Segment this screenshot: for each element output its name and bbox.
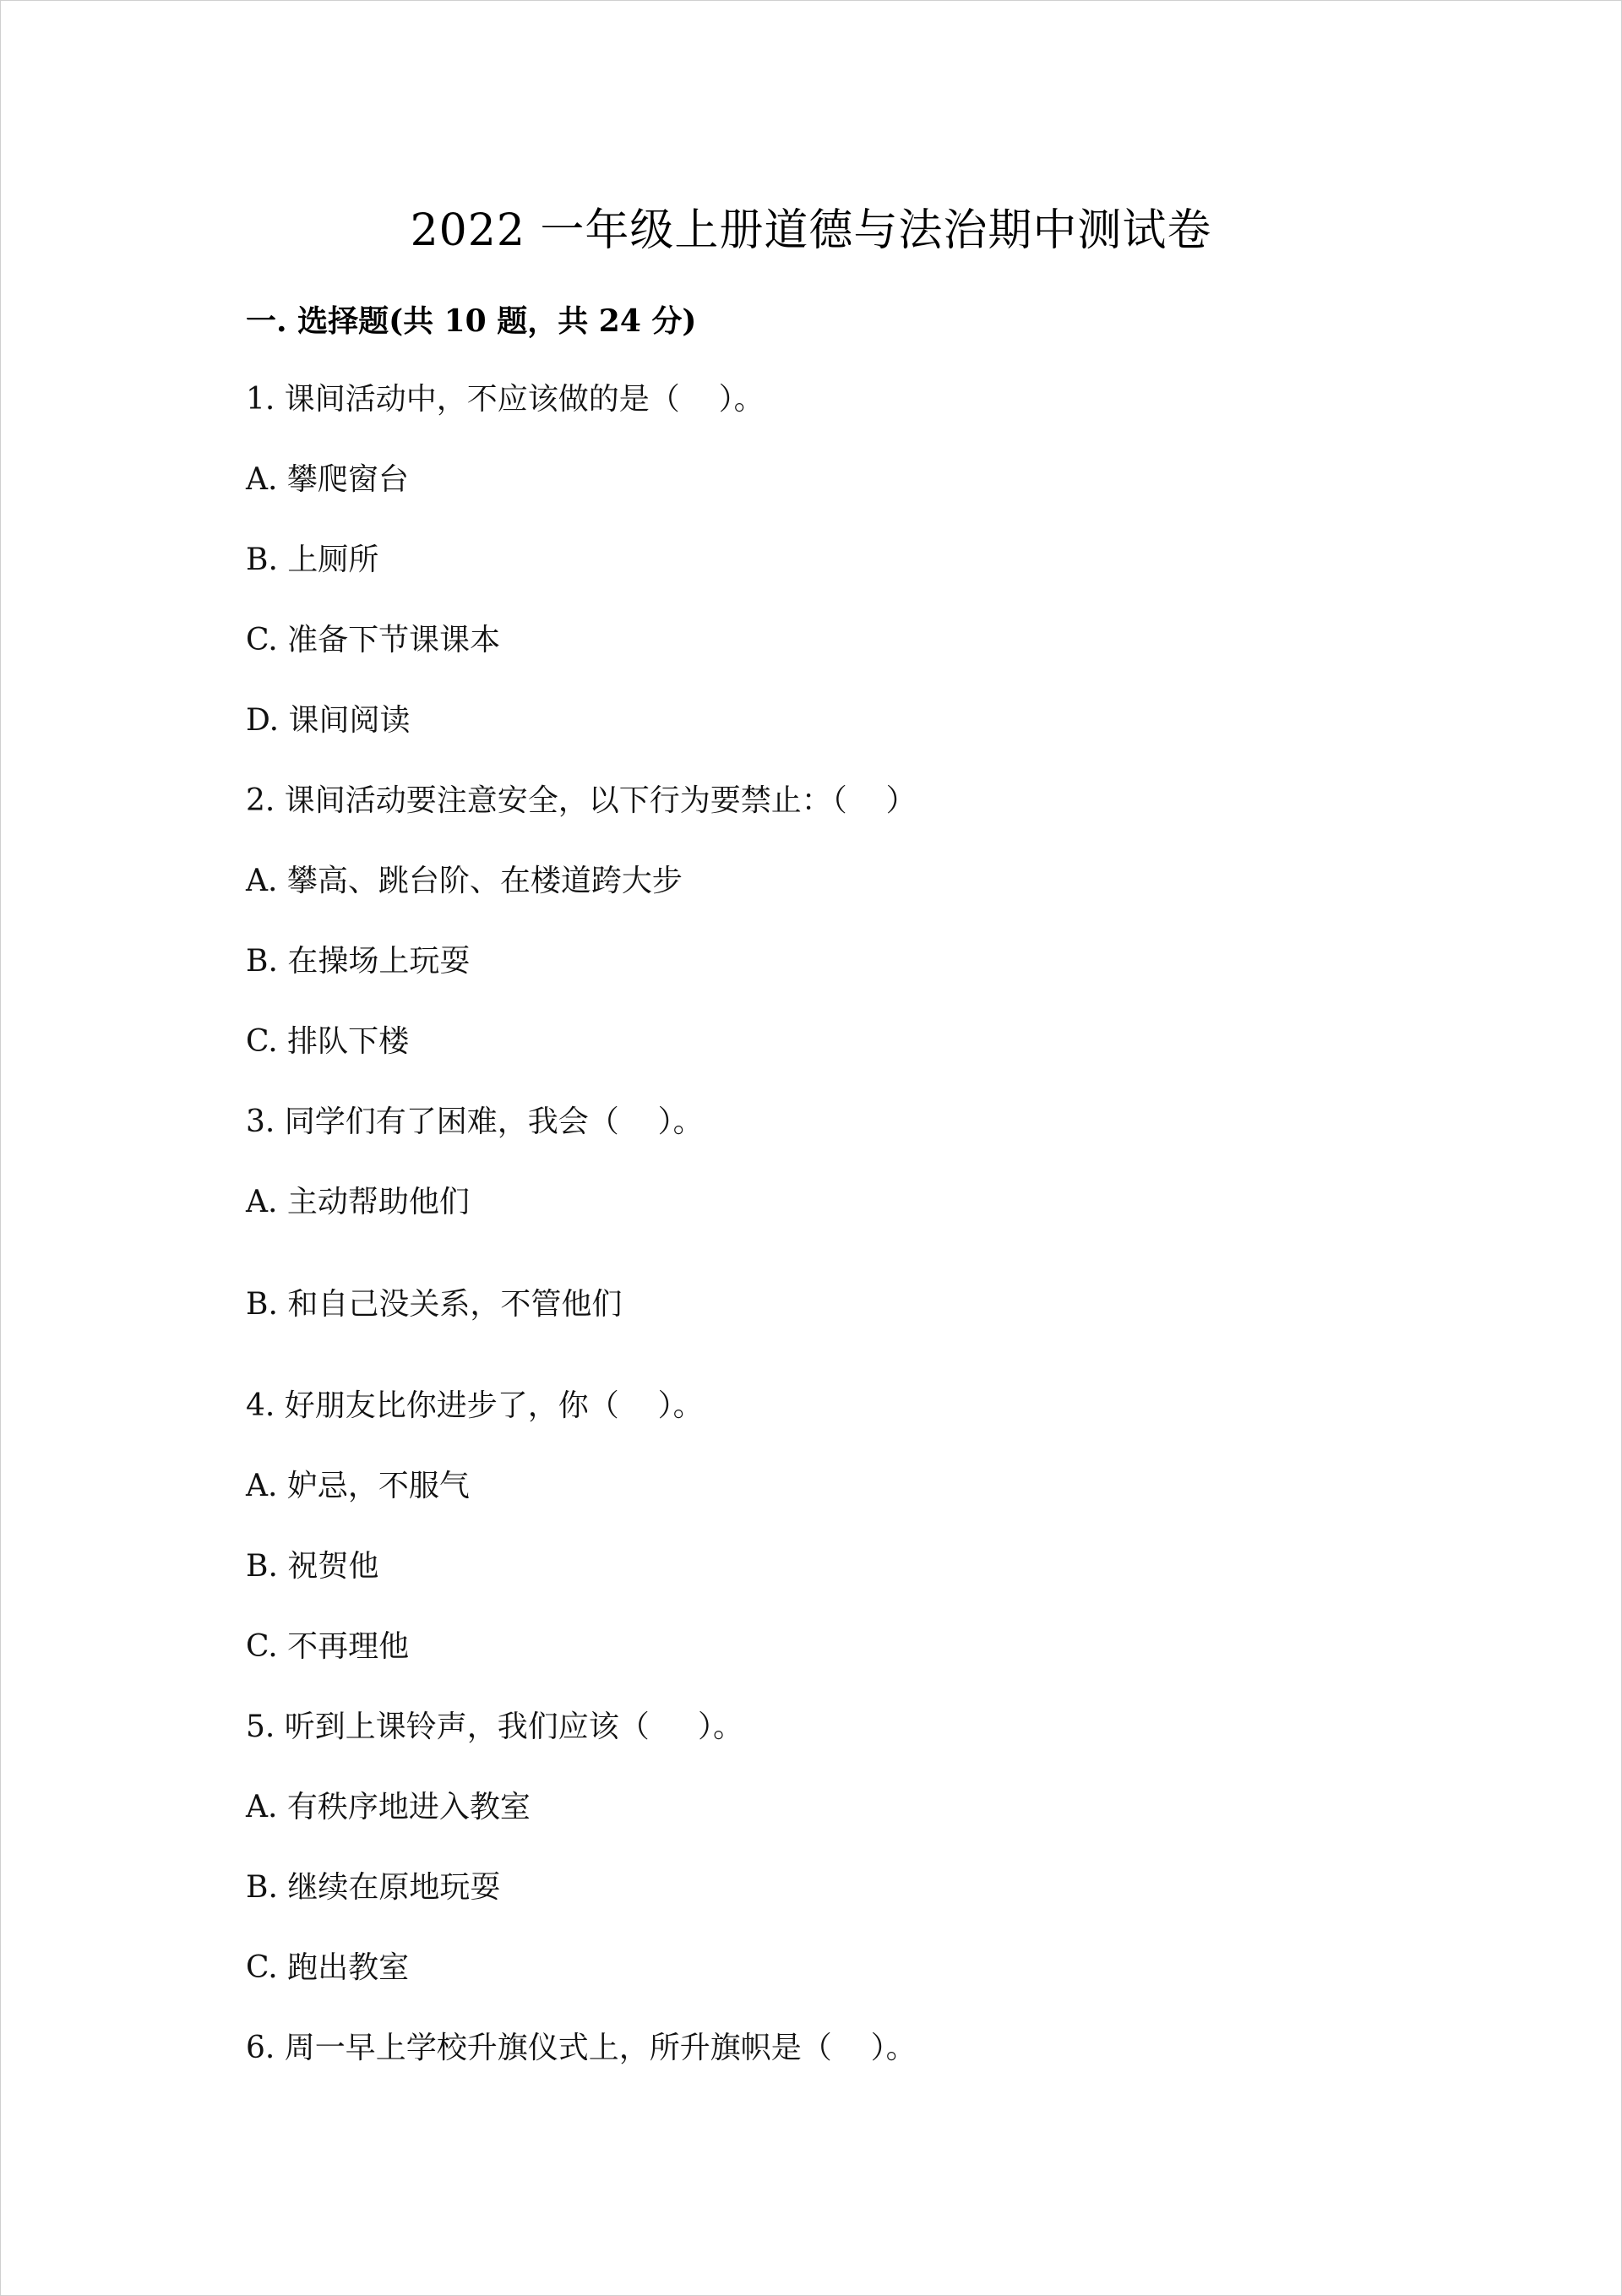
section-heading: 一. 选择题(共 10 题，共 24 分) xyxy=(246,303,697,339)
question-stem: 4. 好朋友比你进步了，你（ ）。 xyxy=(246,1388,704,1423)
answer-option: C. 排队下楼 xyxy=(246,1024,410,1059)
answer-option: B. 和自己没关系，不管他们 xyxy=(246,1287,623,1322)
question-stem: 3. 同学们有了困难，我会（ ）。 xyxy=(246,1104,704,1139)
page-title: 2022 一年级上册道德与法治期中测试卷 xyxy=(410,205,1212,256)
answer-option: B. 在操场上玩耍 xyxy=(246,944,471,979)
answer-option: B. 上厕所 xyxy=(246,543,379,577)
answer-option: A. 主动帮助他们 xyxy=(246,1185,470,1219)
answer-option: B. 祝贺他 xyxy=(246,1549,379,1584)
answer-option: C. 准备下节课课本 xyxy=(246,623,501,657)
answer-option: A. 有秩序地进入教室 xyxy=(246,1790,531,1824)
question-stem: 6. 周一早上学校升旗仪式上，所升旗帜是（ ）。 xyxy=(246,2031,917,2065)
answer-option: A. 攀爬窗台 xyxy=(246,462,409,497)
answer-option: C. 跑出教室 xyxy=(246,1950,410,1985)
question-stem: 5. 听到上课铃声，我们应该（ ）。 xyxy=(246,1710,744,1744)
answer-option: B. 继续在原地玩耍 xyxy=(246,1870,501,1905)
question-stem: 1. 课间活动中，不应该做的是（ ）。 xyxy=(246,382,765,417)
answer-option: C. 不再理他 xyxy=(246,1629,410,1664)
answer-option: A. 妒忌，不服气 xyxy=(246,1469,470,1503)
answer-option: D. 课间阅读 xyxy=(246,703,411,738)
answer-option: A. 攀高、跳台阶、在楼道跨大步 xyxy=(246,864,683,898)
question-stem: 2. 课间活动要注意安全，以下行为要禁止：（ ） xyxy=(246,783,917,818)
